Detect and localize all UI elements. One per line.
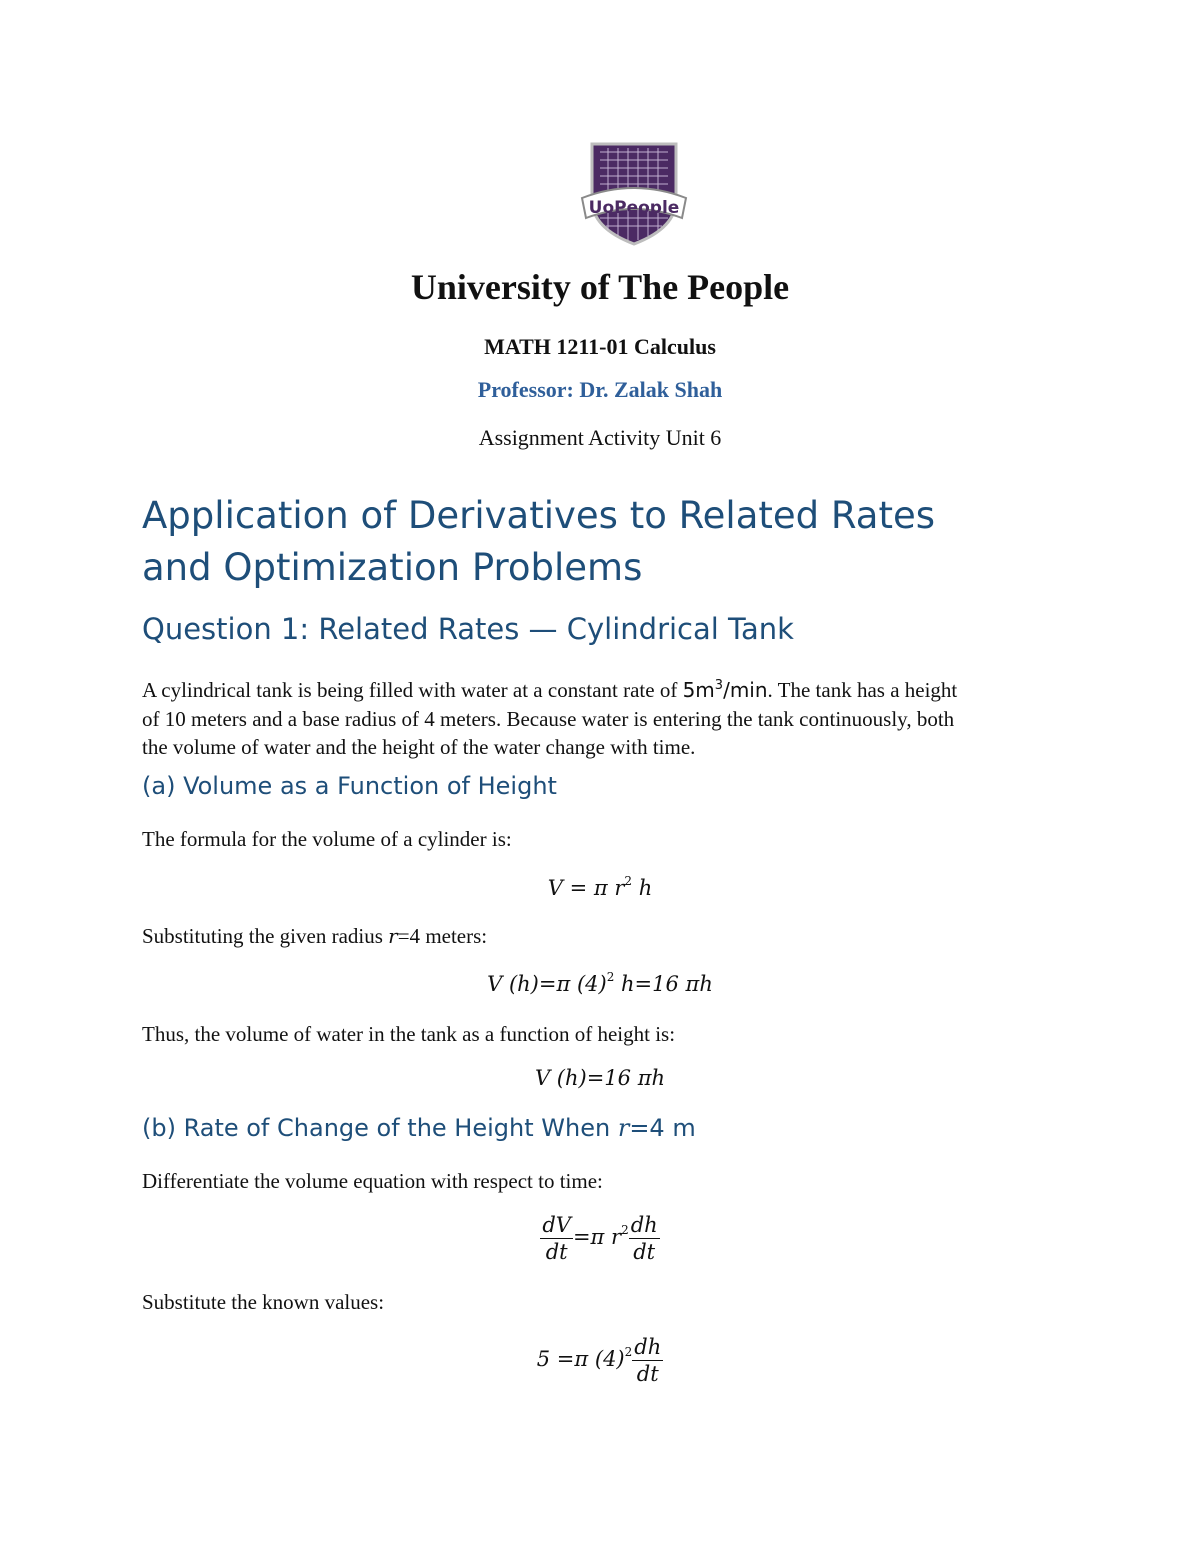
equation-volume-of-height: V (h)=π $(4)^2$ h=16 πh <box>487 970 713 996</box>
fraction-dh-dt: $\frac{dh}{dt}$ <box>630 1213 658 1264</box>
intro-line-2: of 10 meters and a base radius of 4 meters. Because water is entering the tank continuously, both <box>142 706 955 731</box>
equation-volume-result: V (h)=16 πh <box>534 1066 666 1090</box>
thus-text: Thus, the volume of water in the tank as a function of height is: <box>142 1022 676 1046</box>
equation-volume-cylinder: V = π $r^2$ h <box>547 874 653 900</box>
title-line-1: Application of Derivatives to Related Rates <box>142 494 936 537</box>
intro-line-1: A cylindrical tank is being filled with water at a constant rate of $5m^3/\min$. The tank has a height <box>142 678 958 702</box>
formula-intro: The formula for the volume of a cylinder is: <box>142 827 512 851</box>
rate-value: $5m^3/\min$ <box>682 678 768 702</box>
substitute-radius-text: Substituting the given radius r=4 meters: <box>142 924 488 948</box>
assignment-name: Assignment Activity Unit 6 <box>478 425 722 450</box>
document-title <box>142 490 1142 594</box>
equation-derivative: $\frac{dV}{dt}$ =π $r^2$ $\frac{dh}{dt}$ <box>542 1213 658 1264</box>
intro-line-3: the volume of water and the height of the water change with time. <box>142 735 696 759</box>
substitute-values-text: Substitute the known values: <box>142 1290 385 1314</box>
title-line-2: and Optimization Problems <box>142 546 643 589</box>
part-a-heading: (a) Volume as a Function of Height <box>142 772 557 800</box>
fraction-dh-dt-2: $\frac{dh}{dt}$ <box>634 1335 662 1386</box>
part-b-heading: (b) Rate of Change of the Height When r=4 m <box>142 1114 696 1142</box>
course-name: MATH 1211-01 Calculus <box>484 334 716 359</box>
svg-text:UoPeople: UoPeople <box>588 198 680 218</box>
uopeople-logo <box>578 140 690 246</box>
equation-substituted: 5 =π $(4)^2$ $\frac{dh}{dt}$ <box>536 1335 662 1386</box>
differentiate-text: Differentiate the volume equation with respect to time: <box>142 1169 603 1193</box>
professor-name: Professor: Dr. Zalak Shah <box>477 377 723 402</box>
university-name: University of The People <box>410 267 790 307</box>
question-1-intro <box>142 672 1062 762</box>
question-1-heading: Question 1: Related Rates — Cylindrical Tank <box>142 612 794 646</box>
fraction-dv-dt: $\frac{dV}{dt}$ <box>542 1213 571 1264</box>
